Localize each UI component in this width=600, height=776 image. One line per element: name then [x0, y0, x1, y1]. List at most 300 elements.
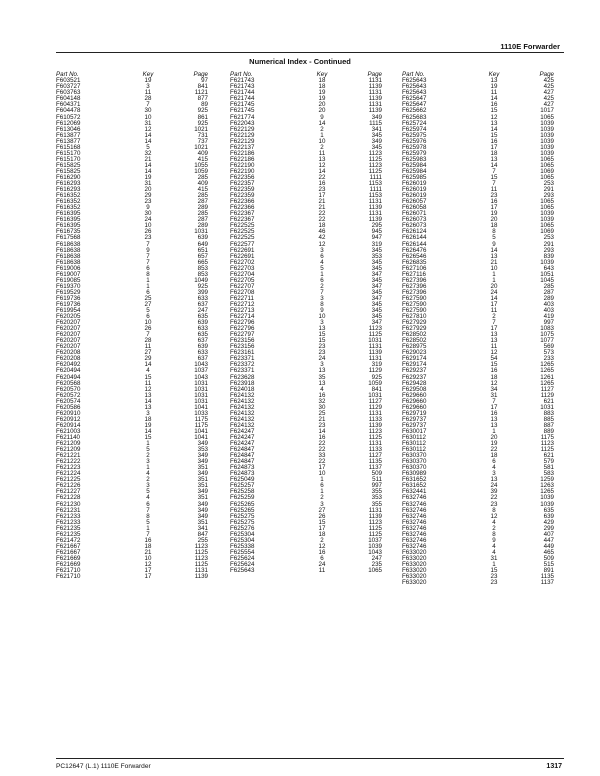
key-number: 14: [144, 161, 152, 169]
key-number: 23: [490, 573, 498, 581]
key-number: 15: [490, 131, 498, 139]
page-number: 1131: [368, 210, 382, 218]
page-number: 633: [197, 349, 208, 357]
key-number: 1: [492, 427, 496, 435]
key-number: 39: [490, 488, 498, 496]
column-header-page: Page: [539, 71, 554, 78]
page-number: 1065: [540, 155, 554, 163]
page-number: 345: [371, 276, 382, 284]
part-number: F633020: [402, 560, 427, 568]
key-number: 2: [320, 494, 324, 502]
part-number: F621710: [56, 573, 81, 581]
page-number: 1075: [540, 331, 554, 339]
page-number: 1039: [540, 210, 554, 218]
key-number: 4: [492, 464, 496, 472]
key-number: 20: [490, 282, 498, 290]
part-number: F622186: [230, 155, 255, 163]
page-number: 1069: [540, 228, 554, 236]
key-number: 17: [144, 573, 152, 581]
part-number: F622190: [230, 167, 255, 175]
part-number: F615170: [56, 149, 81, 157]
part-number: F632746: [402, 506, 427, 514]
page-number: 425: [543, 77, 554, 85]
key-number: 16: [318, 548, 326, 556]
key-number: 15: [490, 567, 498, 575]
page-number: 1039: [540, 500, 554, 508]
page-number: 293: [543, 246, 554, 254]
page-number: 1129: [368, 367, 382, 375]
page-number: 889: [543, 427, 554, 435]
page-number: 403: [543, 307, 554, 315]
page-number: 349: [197, 512, 208, 520]
key-number: 7: [492, 397, 496, 405]
key-number: 13: [318, 379, 326, 387]
key-number: 6: [320, 276, 324, 284]
part-number: F625624: [230, 554, 255, 562]
part-number: F623371: [230, 355, 255, 363]
key-number: 11: [318, 149, 326, 157]
page-number: 1175: [194, 415, 208, 423]
part-number: F620208: [56, 349, 81, 357]
part-number: F620914: [56, 421, 81, 429]
page-number: 1115: [369, 119, 382, 127]
page-number: 877: [197, 95, 208, 103]
page-number: 1129: [540, 391, 554, 399]
part-number: F630112: [402, 434, 426, 441]
part-number: F624132: [230, 421, 255, 429]
key-number: 4: [146, 470, 150, 478]
key-number: 13: [144, 391, 152, 399]
part-number: F621003: [56, 427, 81, 435]
page-number: 947: [371, 234, 382, 242]
part-number: F627929: [402, 325, 427, 333]
page-number: 1125: [368, 434, 382, 441]
part-number: F627116: [402, 270, 426, 278]
key-number: 42: [318, 234, 326, 242]
page-number: 289: [197, 204, 208, 212]
key-number: 32: [318, 397, 326, 405]
key-number: 13: [490, 415, 498, 423]
key-number: 27: [144, 349, 152, 357]
page-number: 651: [197, 246, 208, 254]
part-number: F629174: [402, 361, 427, 369]
key-number: 13: [490, 155, 498, 163]
part-number: F627396: [402, 276, 427, 284]
key-number: 7: [492, 180, 496, 188]
key-number: 5: [146, 143, 150, 151]
page-number: 1265: [540, 379, 554, 387]
page-number: 657: [197, 252, 208, 260]
key-number: 10: [318, 137, 326, 145]
part-number: F630370: [402, 458, 427, 466]
part-number: F623161: [230, 349, 255, 357]
page-number: 925: [197, 282, 208, 290]
page-number: 1123: [368, 518, 382, 526]
page-number: 1125: [368, 524, 382, 532]
key-number: 12: [318, 542, 326, 550]
page-number: 945: [371, 228, 382, 236]
page-number: 925: [197, 119, 208, 127]
key-number: 1: [320, 488, 324, 496]
page-number: 347: [371, 270, 382, 278]
part-number: F624847: [230, 452, 255, 460]
key-number: 4: [320, 258, 324, 266]
page-number: 1037: [368, 536, 382, 544]
part-number: F629174: [402, 355, 427, 363]
part-number: F622577: [230, 240, 255, 248]
part-number: F625257: [230, 482, 255, 490]
page-number: 1131: [368, 440, 382, 448]
part-number: F625049: [230, 476, 255, 484]
part-number: F625984: [402, 161, 427, 169]
part-number: F625624: [230, 560, 255, 568]
page-number: 293: [543, 192, 554, 200]
key-number: 17: [490, 204, 498, 212]
page-number: 515: [543, 560, 554, 568]
page-number: 253: [543, 234, 554, 242]
part-number: F625724: [402, 119, 427, 127]
part-number: F632746: [402, 500, 427, 508]
key-number: 23: [318, 349, 326, 357]
key-number: 18: [490, 452, 498, 460]
part-number: F619736: [56, 300, 81, 308]
page-number: 997: [543, 319, 554, 327]
part-number: F625643: [230, 567, 255, 575]
page-number: 1125: [368, 331, 382, 339]
key-number: 17: [490, 325, 498, 333]
page-number: 1131: [368, 198, 382, 206]
key-number: 7: [146, 252, 150, 260]
part-number: F621230: [56, 500, 81, 508]
key-number: 13: [490, 331, 498, 339]
part-number: F629237: [402, 373, 427, 381]
page-number: 1031: [194, 228, 208, 236]
page-number: 351: [197, 482, 208, 490]
page-number: 1125: [368, 167, 382, 175]
page-number: 1065: [540, 204, 554, 212]
key-number: 10: [318, 313, 326, 321]
key-number: 20: [318, 101, 326, 109]
key-number: 13: [490, 77, 498, 85]
page-number: 853: [197, 264, 208, 272]
key-number: 25: [144, 294, 152, 302]
page-number: 1123: [194, 554, 208, 562]
key-number: 15: [318, 331, 326, 339]
key-number: 1: [492, 270, 496, 278]
part-number: F625275: [230, 518, 255, 526]
page-number: 887: [543, 421, 554, 429]
page-number: 1123: [194, 542, 208, 550]
index-row: [230, 568, 388, 574]
page-number: 1131: [368, 355, 382, 363]
key-number: 18: [144, 415, 152, 423]
part-number: F624847: [230, 446, 255, 454]
key-number: 20: [490, 434, 498, 441]
part-number: F625554: [230, 548, 255, 556]
page-number: 1139: [368, 216, 382, 224]
page-number: 1131: [368, 506, 382, 514]
page-number: 847: [197, 530, 208, 538]
part-number: F627106: [402, 264, 427, 272]
page-number: 635: [197, 331, 208, 339]
page-number: 1127: [540, 385, 554, 393]
page-number: 1043: [368, 548, 382, 556]
key-number: 11: [490, 343, 498, 351]
page-number: 1125: [540, 446, 554, 454]
page-number: 287: [543, 288, 554, 296]
part-number: F632746: [402, 536, 427, 544]
part-number: F621227: [56, 488, 81, 496]
key-number: 32: [144, 149, 152, 157]
key-number: 2: [492, 524, 496, 532]
page-number: 345: [371, 288, 382, 296]
page-number: 853: [197, 270, 208, 278]
part-number: F625984: [402, 167, 427, 175]
page-number: 345: [371, 143, 382, 151]
part-number: F619954: [56, 307, 81, 315]
page-number: 885: [543, 415, 554, 423]
part-number: F623628: [230, 373, 255, 381]
page-number: 1153: [368, 192, 382, 200]
page-number: 1077: [540, 337, 554, 345]
part-number: F625975: [402, 131, 427, 139]
key-number: 22: [318, 446, 326, 454]
part-number: F625259: [230, 494, 255, 502]
key-number: 3: [146, 409, 150, 417]
page-number: 415: [197, 155, 208, 163]
part-number: F625643: [402, 83, 427, 91]
key-number: 18: [490, 149, 498, 157]
key-number: 2: [320, 143, 324, 151]
part-number: F626476: [402, 246, 427, 254]
page-number: 1031: [194, 379, 208, 387]
part-number: F623156: [230, 343, 255, 351]
page-number: 1139: [368, 95, 382, 103]
key-number: 12: [318, 161, 326, 169]
key-number: 13: [318, 155, 326, 163]
part-number: F621745: [230, 107, 255, 115]
part-number: F622525: [230, 228, 255, 236]
page-number: 355: [371, 500, 382, 508]
key-number: 13: [490, 119, 498, 127]
page-number: 573: [543, 349, 554, 357]
column-header-key: Key: [488, 71, 500, 78]
page-number: 345: [371, 258, 382, 266]
key-number: 7: [146, 506, 150, 514]
key-number: 2: [146, 452, 150, 460]
page-number: 637: [197, 355, 208, 363]
key-number: 25: [318, 409, 326, 417]
key-number: 15: [490, 361, 498, 369]
part-number: F624132: [230, 403, 255, 411]
page-number: 621: [543, 397, 554, 405]
key-number: 13: [318, 325, 326, 333]
part-number: F621222: [56, 458, 81, 466]
part-number: F617568: [56, 234, 81, 242]
page-number: 349: [197, 440, 208, 448]
part-number: F615825: [56, 161, 81, 169]
part-number: F618638: [56, 246, 81, 254]
key-number: 24: [490, 482, 498, 490]
page-number: 415: [197, 186, 208, 194]
part-number: F629660: [402, 403, 427, 411]
key-number: 20: [490, 216, 498, 224]
part-number: F625304: [230, 536, 255, 544]
part-number: F633020: [402, 573, 427, 581]
page-number: 349: [197, 488, 208, 496]
key-number: 24: [144, 216, 152, 224]
part-number: F622797: [230, 331, 255, 339]
page-number: 465: [543, 548, 554, 556]
key-number: 14: [490, 125, 498, 133]
page-number: 1065: [540, 198, 554, 206]
part-number: F621226: [56, 482, 81, 490]
page-number: 581: [543, 464, 554, 472]
key-number: 16: [490, 137, 498, 145]
key-number: 19: [144, 421, 152, 429]
key-number: 21: [318, 198, 326, 206]
page-number: 1065: [540, 113, 554, 121]
page-number: 1127: [368, 397, 382, 405]
part-number: F630112: [402, 446, 426, 454]
page-number: 1131: [368, 409, 382, 417]
key-number: 1: [146, 464, 150, 472]
part-number: F621667: [56, 548, 81, 556]
page-number: 639: [543, 512, 554, 520]
page-number: 285: [197, 210, 208, 218]
column-header-key: Key: [316, 71, 328, 78]
page-number: 345: [371, 246, 382, 254]
page-number: 1039: [368, 542, 382, 550]
part-number: F622702: [230, 258, 255, 266]
page-number: 883: [543, 409, 554, 417]
page-number: 1039: [540, 149, 554, 157]
page-number: 1039: [540, 258, 554, 266]
index-row: [56, 574, 214, 580]
key-number: 15: [490, 107, 498, 115]
part-number: F621744: [230, 89, 255, 97]
key-number: 16: [318, 391, 326, 399]
page-number: 319: [371, 240, 382, 248]
key-number: 31: [490, 554, 498, 562]
page-number: 1055: [194, 161, 208, 169]
part-number: F632746: [402, 542, 427, 550]
part-number: F625643: [402, 89, 427, 97]
part-number: F632746: [402, 494, 427, 502]
part-number: F612069: [56, 119, 81, 127]
key-number: 30: [144, 210, 152, 218]
page-number: 349: [371, 113, 382, 121]
key-number: 20: [144, 186, 152, 194]
key-number: 9: [492, 536, 496, 544]
page-number: 621: [543, 452, 554, 460]
part-number: F626144: [402, 240, 427, 248]
part-number: F603521: [56, 77, 81, 85]
part-number: F616352: [56, 204, 81, 212]
page-number: 353: [197, 446, 208, 454]
key-number: 31: [490, 391, 498, 399]
part-number: F622691: [230, 246, 255, 254]
key-number: 26: [318, 512, 326, 520]
page-number: 345: [371, 264, 382, 272]
page-number: 1017: [540, 107, 554, 115]
page-number: 295: [371, 222, 382, 230]
index-column-1: [56, 72, 214, 580]
part-number: F620574: [56, 397, 81, 405]
part-number: F621233: [56, 512, 81, 520]
key-number: 7: [492, 319, 496, 327]
key-number: 23: [490, 500, 498, 508]
key-number: 16: [490, 101, 498, 109]
page-number: 447: [543, 536, 554, 544]
page-number: 233: [543, 355, 554, 363]
page-number: 1051: [540, 270, 554, 278]
part-number: F626057: [402, 198, 427, 206]
part-number: F615168: [56, 143, 81, 151]
key-number: 26: [144, 228, 152, 236]
page-number: 1049: [194, 276, 208, 284]
key-number: 14: [318, 427, 326, 435]
page-number: 353: [371, 494, 382, 502]
page-number: 345: [371, 313, 382, 321]
part-number: F619085: [56, 276, 81, 284]
key-number: 6: [492, 458, 496, 466]
page-number: 637: [197, 337, 208, 345]
page-number: 1045: [540, 276, 554, 284]
key-number: 10: [490, 264, 498, 272]
column-header-key: Key: [142, 71, 154, 78]
part-number: F623372: [230, 361, 255, 369]
part-number: F622707: [230, 282, 255, 290]
key-number: 17: [144, 567, 152, 575]
part-number: F622708: [230, 288, 255, 296]
key-number: 4: [146, 494, 150, 502]
key-number: 13: [490, 337, 498, 345]
part-number: F616293: [56, 186, 81, 194]
key-number: 23: [144, 198, 152, 206]
part-number: F621744: [230, 95, 255, 103]
part-number: F604478: [56, 107, 81, 115]
page-number: 247: [197, 307, 208, 315]
key-number: 7: [146, 101, 150, 109]
page-number: 1139: [368, 83, 382, 91]
part-number: F625979: [402, 149, 427, 157]
page-number: 341: [371, 125, 382, 133]
page-number: 1265: [540, 488, 554, 496]
page-number: 1123: [540, 440, 554, 448]
part-number: F625276: [230, 524, 255, 532]
page-number: 287: [197, 216, 208, 224]
key-number: 8: [492, 228, 496, 236]
page-number: 427: [543, 101, 554, 109]
key-number: 3: [320, 500, 324, 508]
part-number: F626124: [402, 228, 427, 236]
key-number: 6: [146, 313, 150, 321]
key-number: 2: [146, 476, 150, 484]
part-number: F615170: [56, 155, 81, 163]
key-number: 1: [146, 276, 150, 284]
page-number: 345: [371, 131, 382, 139]
part-number: F621235: [56, 530, 81, 538]
key-number: 14: [490, 246, 498, 254]
page-number: 1139: [368, 204, 382, 212]
part-number: F624018: [230, 385, 255, 393]
key-number: 8: [320, 300, 324, 308]
key-number: 1: [320, 131, 324, 139]
page-number: 1065: [368, 567, 382, 575]
page-number: 1039: [540, 137, 554, 145]
part-number: F620207: [56, 325, 81, 333]
